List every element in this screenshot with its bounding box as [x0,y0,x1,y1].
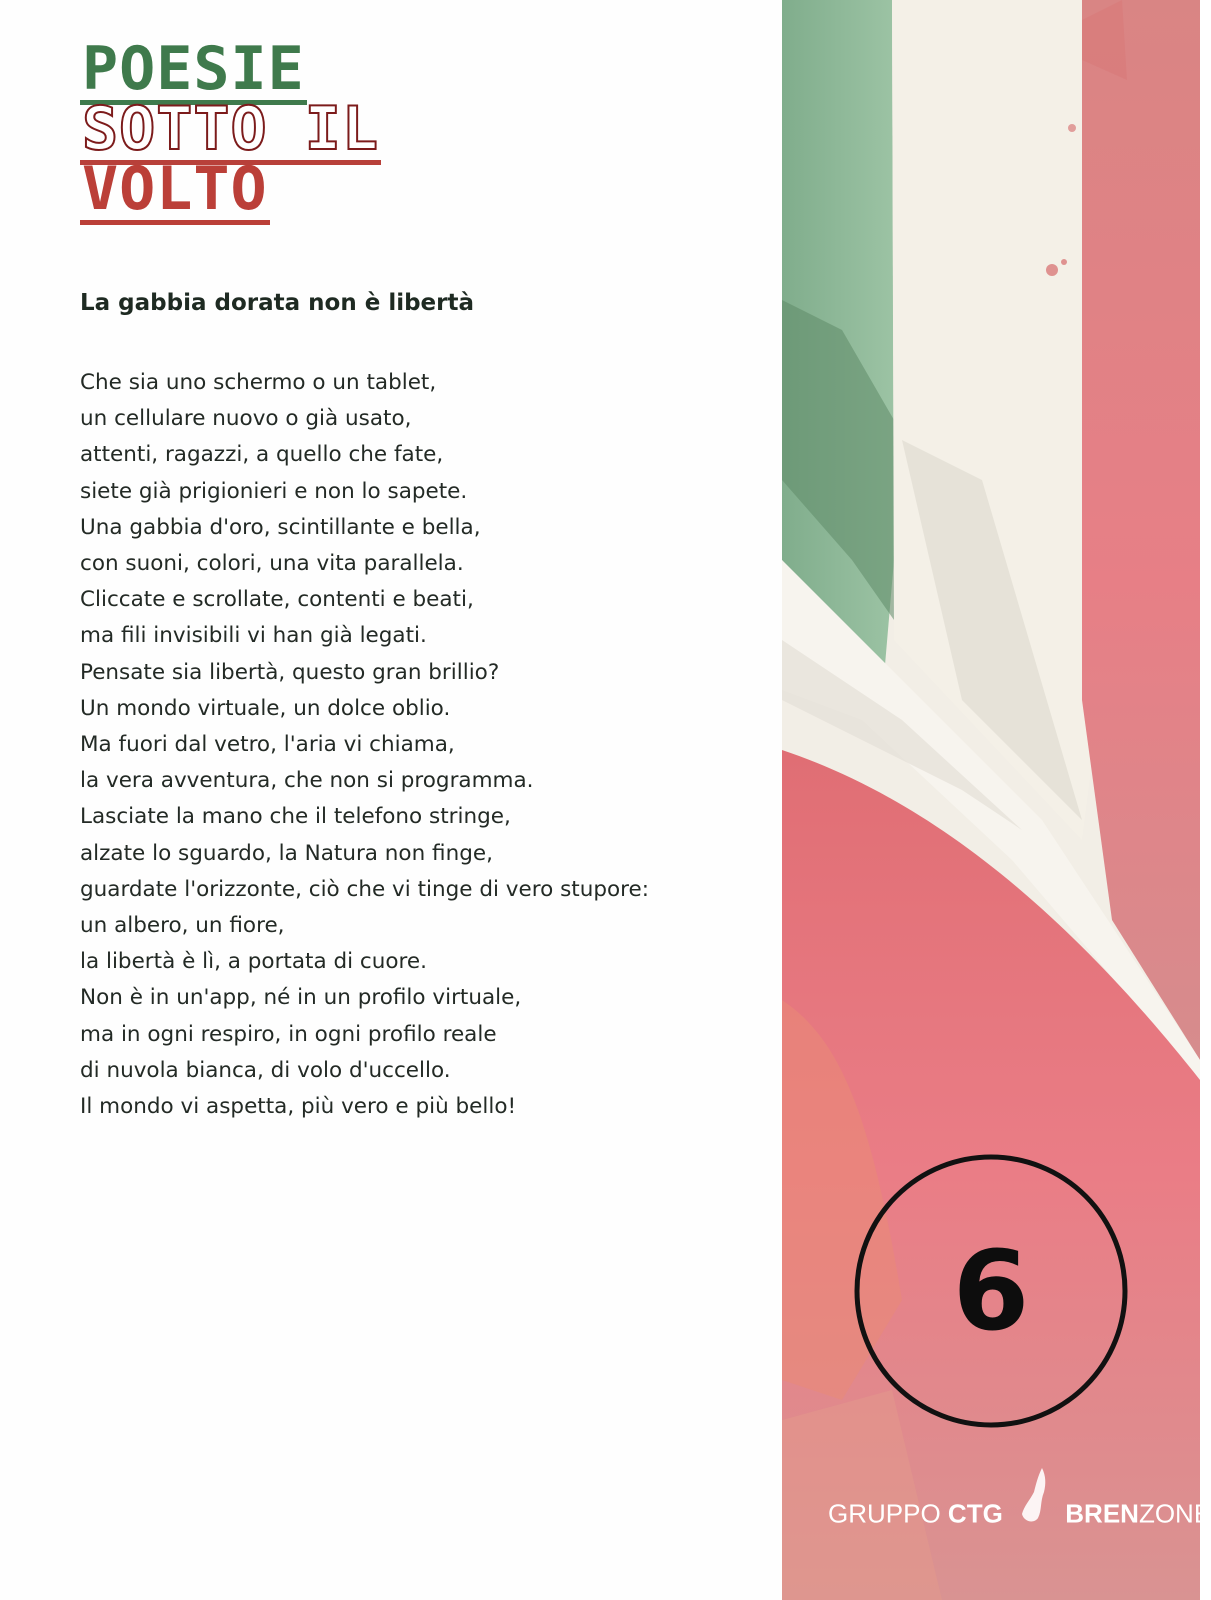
poem-line: la vera avventura, che non si programma. [80,768,534,794]
series-title-line-2: SOTTO IL [82,94,379,164]
poem-line: la libertà è lì, a portata di cuore. [80,949,427,975]
poem-line: siete già prigionieri e non lo sapete. [80,478,468,504]
poem-line: Il mondo vi aspetta, più vero e più bello! [80,1094,517,1120]
poem-line: guardate l'orizzonte, ciò che vi tinge di vero stupore: [80,876,649,902]
organization-logo [828,1494,1211,1534]
poem-line: Che sia uno schermo o un tablet, [80,370,437,395]
poem-line: ma fili invisibili vi han già legati. [80,623,427,649]
poem-line: Non è in un'app, né in un profilo virtuale, [80,985,522,1011]
logo-text-3: BREN [1065,1498,1139,1529]
poem-line: Pensate sia libertà, questo gran brillio? [80,659,500,685]
lake-shape-icon [1012,1494,1056,1534]
poem-line: attenti, ragazzi, a quello che fate, [80,442,444,468]
poem-line: ma in ogni respiro, in ogni profilo reale [80,1021,497,1047]
series-logo [80,34,381,224]
page-number: 6 [952,1227,1030,1355]
poem-line: di nuvola bianca, di volo d'uccello. [80,1057,451,1083]
series-title-line-3: VOLTO [82,154,268,224]
poem-title: La gabbia dorata non è libertà [80,290,475,316]
poem-line: Ma fuori dal vetro, l'aria vi chiama, [80,732,455,758]
poem-line: alzate lo sguardo, la Natura non finge, [80,840,493,866]
logo-text-4: ZONE [1138,1498,1211,1529]
poem-line: Una gabbia d'oro, scintillante e bella, [80,514,481,540]
page-number-badge [852,1152,1130,1430]
poem-line: Cliccate e scrollate, contenti e beati, [80,587,474,613]
poem-text [80,365,649,1125]
series-title-line-1: POESIE [82,34,305,104]
poem-line: Lasciate la mano che il telefono stringe, [80,804,511,830]
poem-line: un albero, un fiore, [80,913,285,939]
logo-text-2: CTG [947,1498,1003,1529]
logo-text-1: GRUPPO [828,1498,941,1529]
poem-line: Un mondo virtuale, un dolce oblio. [80,695,451,721]
poem-line: con suoni, colori, una vita parallela. [80,551,464,577]
poem-line: un cellulare nuovo o già usato, [80,406,412,432]
